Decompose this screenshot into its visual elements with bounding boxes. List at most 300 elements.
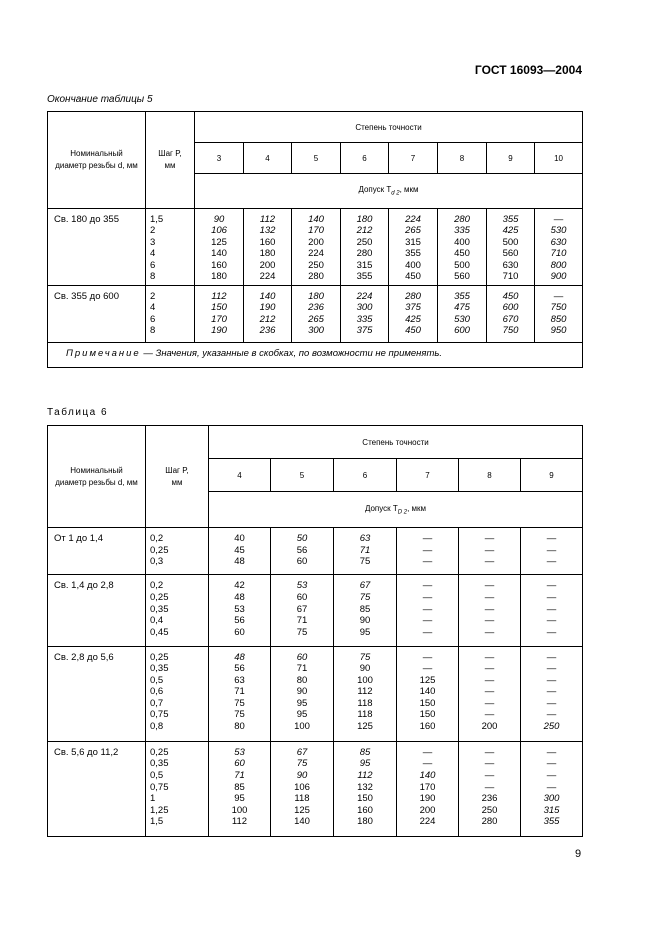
tolerance-cell <box>535 285 583 342</box>
tolerance-value: 300 <box>308 325 324 337</box>
row-label: Св. 355 до 600 <box>48 285 146 342</box>
pitch-value: 0,5 <box>150 769 164 781</box>
tolerance-cell <box>521 575 583 646</box>
tolerance-value: 630 <box>502 259 519 271</box>
grade-header: 4 <box>209 459 271 492</box>
col-header-diameter: Номинальный диаметр резьбы d, мм <box>48 426 146 528</box>
row-label: Св. 5,6 до 11,2 <box>48 741 146 836</box>
tolerance-value: 71 <box>234 686 245 698</box>
row-label: От 1 до 1,4 <box>48 528 146 575</box>
tolerance-value: 212 <box>259 313 276 325</box>
tolerance-cell <box>292 208 341 285</box>
table5-body <box>48 208 583 342</box>
tolerance-value: 80 <box>234 721 245 733</box>
tolerance-value: 560 <box>502 248 519 260</box>
tolerance-value: 56 <box>234 663 245 675</box>
tolerance-value: 75 <box>359 556 371 568</box>
tolerance-value: 42 <box>234 580 245 592</box>
pitch-cell <box>146 575 209 646</box>
tolerance-cell <box>438 285 487 342</box>
grade-header: 4 <box>244 143 292 173</box>
grade-header: 3 <box>195 143 244 173</box>
tolerance-value: — <box>546 709 557 721</box>
tolerance-value: 170 <box>308 225 324 237</box>
tolerance-value: 90 <box>296 686 308 698</box>
tolerance-value: — <box>422 746 433 758</box>
pitch-value: 1 <box>150 793 156 805</box>
tolerance-cell <box>195 208 244 285</box>
tolerance-value: — <box>422 626 433 638</box>
tolerance-value: 450 <box>454 248 470 260</box>
tolerance-value: — <box>422 615 433 627</box>
pitch-value: 4 <box>150 248 156 260</box>
table-row <box>48 741 583 836</box>
tolerance-value: 450 <box>502 290 519 302</box>
tolerance-cell <box>397 646 459 741</box>
tolerance-value: — <box>422 580 433 592</box>
tolerance-cell <box>341 285 389 342</box>
tolerance-value: 71 <box>296 615 308 627</box>
pitch-value: 0,75 <box>150 709 169 721</box>
tolerance-value: 75 <box>234 709 245 721</box>
tolerance-value: — <box>484 697 495 709</box>
tolerance-value: 224 <box>356 290 373 302</box>
row-label: Св. 180 до 355 <box>48 208 146 285</box>
tolerance-value: — <box>484 651 495 663</box>
table5-caption: Окончание таблицы 5 <box>47 94 153 105</box>
pitch-value: 0,6 <box>150 686 164 698</box>
pitch-value: 8 <box>150 271 156 283</box>
tolerance-value: — <box>484 615 495 627</box>
tolerance-value: 180 <box>211 271 227 283</box>
tolerance-value: 140 <box>419 769 436 781</box>
tolerance-value: — <box>546 626 557 638</box>
tolerance-value: 710 <box>502 271 519 283</box>
pitch-value: 3 <box>150 236 156 248</box>
tolerance-value: 250 <box>543 721 560 733</box>
tolerance-value: 150 <box>357 793 373 805</box>
tolerance-value: — <box>546 769 557 781</box>
grade-header: 9 <box>521 459 583 492</box>
tolerance-cell <box>334 741 397 836</box>
tolerance-value: 140 <box>308 213 324 225</box>
tolerance-value: 75 <box>234 697 245 709</box>
tolerance-value: 140 <box>259 290 276 302</box>
tolerance-value: 45 <box>234 544 245 556</box>
tolerance-cell <box>521 741 583 836</box>
tolerance-value: 530 <box>550 225 567 237</box>
tolerance-value: — <box>484 626 495 638</box>
pitch-value: 0,25 <box>150 591 169 603</box>
pitch-value: 0,7 <box>150 697 164 709</box>
table6 <box>47 425 583 837</box>
tolerance-value: 500 <box>454 259 470 271</box>
page-number: 9 <box>575 848 582 860</box>
tolerance-value: 106 <box>294 781 310 793</box>
tolerance-value: 56 <box>234 615 245 627</box>
tolerance-cell <box>271 646 334 741</box>
tolerance-value: 160 <box>211 259 227 271</box>
tolerance-value: 224 <box>308 248 324 260</box>
tolerance-value: 95 <box>296 697 308 709</box>
tolerance-value: 67 <box>296 746 308 758</box>
pitch-value: 2 <box>150 290 156 302</box>
table5 <box>47 111 583 368</box>
tolerance-value: 100 <box>231 804 248 816</box>
pitch-value: 0,8 <box>150 721 164 733</box>
tolerance-value: 95 <box>359 758 371 770</box>
tolerance-cell <box>271 741 334 836</box>
tolerance-value: 71 <box>234 769 245 781</box>
tolerance-value: 400 <box>405 259 421 271</box>
tolerance-value: 140 <box>294 816 310 828</box>
tolerance-value: 180 <box>356 213 373 225</box>
tolerance-value: 250 <box>481 804 498 816</box>
pitch-value: 0,3 <box>150 556 164 568</box>
tolerance-value: 300 <box>543 793 560 805</box>
tolerance-value: 48 <box>234 556 245 568</box>
tolerance-value: 750 <box>550 302 567 314</box>
tolerance-value: 200 <box>259 259 276 271</box>
tolerance-value: — <box>546 615 557 627</box>
tolerance-cell <box>271 528 334 575</box>
tolerance-value: 63 <box>234 674 245 686</box>
tolerance-value: 95 <box>359 626 371 638</box>
tolerance-cell <box>397 575 459 646</box>
grade-title: Степень точности <box>209 426 583 459</box>
tolerance-cell <box>459 575 521 646</box>
tolerance-value: — <box>484 544 495 556</box>
pitch-value: 0,4 <box>150 615 164 627</box>
pitch-value: 1,25 <box>150 804 169 816</box>
tolerance-value: — <box>484 686 495 698</box>
tolerance-value: 160 <box>419 721 436 733</box>
tolerance-value: 850 <box>550 313 567 325</box>
tolerance-value: 900 <box>550 271 567 283</box>
tolerance-cell <box>438 208 487 285</box>
tolerance-value: 75 <box>296 758 308 770</box>
tolerance-value: 200 <box>481 721 498 733</box>
tolerance-value: 67 <box>296 603 308 615</box>
grade-header: 6 <box>334 459 397 492</box>
pitch-value: 0,2 <box>150 580 164 592</box>
tolerance-value: 355 <box>405 248 421 260</box>
tolerance-value: — <box>484 746 495 758</box>
tolerance-cell <box>195 285 244 342</box>
tolerance-value: 450 <box>405 325 421 337</box>
tolerance-value: 950 <box>550 325 567 337</box>
tolerance-value: 200 <box>419 804 436 816</box>
grade-title: Степень точности <box>195 112 583 143</box>
tolerance-value: 90 <box>359 615 371 627</box>
tolerance-value: 112 <box>259 213 276 225</box>
tolerance-value: 280 <box>308 271 324 283</box>
tolerance-cell <box>397 528 459 575</box>
tolerance-value: — <box>422 663 433 675</box>
tolerance-value: 80 <box>296 674 308 686</box>
tolerance-value: 265 <box>405 225 421 237</box>
document-code: ГОСТ 16093—2004 <box>474 63 582 77</box>
tolerance-value: 53 <box>296 580 308 592</box>
tolerance-label: Допуск $T_{d 2}$, мкм <box>195 173 583 208</box>
tolerance-value: 125 <box>419 674 436 686</box>
tolerance-value: 560 <box>454 271 470 283</box>
tolerance-value: 224 <box>405 213 421 225</box>
tolerance-value: 71 <box>296 663 308 675</box>
tolerance-value: 160 <box>259 236 276 248</box>
tolerance-value: 236 <box>308 302 324 314</box>
table6-caption: Таблица 6 <box>47 407 109 418</box>
tolerance-value: — <box>484 591 495 603</box>
tolerance-value: 280 <box>454 213 470 225</box>
tolerance-cell <box>389 208 438 285</box>
tolerance-value: 600 <box>502 302 519 314</box>
tolerance-value: 475 <box>454 302 470 314</box>
tolerance-value: 315 <box>405 236 421 248</box>
tolerance-value: 75 <box>296 626 308 638</box>
tolerance-value: 190 <box>419 793 436 805</box>
tolerance-cell <box>521 528 583 575</box>
tolerance-value: — <box>484 709 495 721</box>
pitch-value: 0,75 <box>150 781 169 793</box>
pitch-value: 2 <box>150 225 156 237</box>
tolerance-value: 670 <box>502 313 519 325</box>
tolerance-value: — <box>546 533 557 545</box>
grade-header: 8 <box>459 459 521 492</box>
tolerance-value: 125 <box>294 804 310 816</box>
pitch-value: 1,5 <box>150 213 164 225</box>
tolerance-value: 425 <box>405 313 421 325</box>
grade-header: 7 <box>389 143 438 173</box>
tolerance-value: 800 <box>550 259 567 271</box>
tolerance-value: 355 <box>502 213 519 225</box>
tolerance-value: 180 <box>357 816 373 828</box>
tolerance-value: 530 <box>454 313 470 325</box>
tolerance-value: 48 <box>234 651 245 663</box>
tolerance-cell <box>389 285 438 342</box>
tolerance-cell <box>341 208 389 285</box>
pitch-value: 1,5 <box>150 816 164 828</box>
tolerance-value: 335 <box>356 313 373 325</box>
tolerance-value: — <box>546 603 557 615</box>
tolerance-value: — <box>422 544 433 556</box>
tolerance-value: — <box>546 651 557 663</box>
tolerance-value: 170 <box>419 781 436 793</box>
tolerance-cell <box>397 741 459 836</box>
tolerance-value: 95 <box>296 709 308 721</box>
tolerance-value: 265 <box>308 313 324 325</box>
pitch-value: 0,25 <box>150 544 169 556</box>
tolerance-value: 60 <box>296 651 308 663</box>
table-row <box>48 528 583 575</box>
tolerance-value: 75 <box>359 591 371 603</box>
tolerance-value: — <box>546 746 557 758</box>
tolerance-value: 250 <box>308 259 324 271</box>
tolerance-value: 75 <box>359 651 371 663</box>
grade-header: 6 <box>341 143 389 173</box>
pitch-value: 0,25 <box>150 651 169 663</box>
tolerance-value: 53 <box>234 603 245 615</box>
pitch-cell <box>146 528 209 575</box>
tolerance-value: 160 <box>357 804 373 816</box>
tolerance-cell <box>487 285 535 342</box>
tolerance-value: 100 <box>294 721 310 733</box>
tolerance-value: — <box>484 580 495 592</box>
tolerance-value: 280 <box>481 816 498 828</box>
tolerance-value: 315 <box>543 804 560 816</box>
grade-header: 8 <box>438 143 487 173</box>
col-header-pitch: Шаг P, мм <box>146 112 195 209</box>
table-row <box>48 208 583 285</box>
tolerance-value: 315 <box>356 259 373 271</box>
tolerance-cell <box>535 208 583 285</box>
tolerance-cell <box>209 528 271 575</box>
tolerance-value: 190 <box>211 325 227 337</box>
tolerance-value: 335 <box>454 225 470 237</box>
tolerance-value: 112 <box>231 816 248 828</box>
tolerance-value: 500 <box>502 236 519 248</box>
tolerance-value: — <box>422 603 433 615</box>
tolerance-value: 280 <box>405 290 421 302</box>
tolerance-value: 224 <box>419 816 436 828</box>
tolerance-value: 180 <box>308 290 324 302</box>
tolerance-value: — <box>546 781 557 793</box>
tolerance-value: 150 <box>419 709 436 721</box>
tolerance-cell <box>334 575 397 646</box>
tolerance-value: 212 <box>356 225 373 237</box>
tolerance-value: — <box>422 591 433 603</box>
tolerance-value: 50 <box>296 533 308 545</box>
table6-body <box>48 528 583 837</box>
tolerance-value: 71 <box>359 544 371 556</box>
pitch-value: 6 <box>150 259 156 271</box>
tolerance-value: 60 <box>234 626 245 638</box>
tolerance-value: 375 <box>356 325 373 337</box>
tolerance-value: 170 <box>211 313 227 325</box>
tolerance-value: 85 <box>359 746 371 758</box>
grade-header: 5 <box>271 459 334 492</box>
tolerance-value: 125 <box>357 721 373 733</box>
col-header-pitch: Шаг P, мм <box>146 426 209 528</box>
tolerance-value: 112 <box>211 290 227 302</box>
table-row <box>48 575 583 646</box>
pitch-value: 0,25 <box>150 746 169 758</box>
tolerance-value: 250 <box>356 236 373 248</box>
tolerance-value: 118 <box>357 709 373 721</box>
tolerance-value: 450 <box>405 271 421 283</box>
tolerance-value: 53 <box>234 746 245 758</box>
tolerance-value: 140 <box>419 686 436 698</box>
tolerance-value: 140 <box>211 248 227 260</box>
tolerance-value: 95 <box>234 793 245 805</box>
table-row <box>48 646 583 741</box>
tolerance-value: 60 <box>234 758 245 770</box>
tolerance-cell <box>459 741 521 836</box>
tolerance-value: — <box>422 533 433 545</box>
tolerance-value: 630 <box>550 236 567 248</box>
tolerance-value: — <box>422 758 433 770</box>
tolerance-value: 67 <box>359 580 371 592</box>
tolerance-cell <box>521 646 583 741</box>
tolerance-value: — <box>546 663 557 675</box>
tolerance-cell <box>209 741 271 836</box>
tolerance-value: 180 <box>259 248 276 260</box>
pitch-value: 4 <box>150 302 156 314</box>
tolerance-cell <box>334 646 397 741</box>
tolerance-value: 56 <box>296 544 308 556</box>
tolerance-value: 60 <box>296 556 308 568</box>
pitch-value: 6 <box>150 313 156 325</box>
table-row <box>48 285 583 342</box>
tolerance-value: — <box>546 544 557 556</box>
grade-header: 9 <box>487 143 535 173</box>
tolerance-value: — <box>546 686 557 698</box>
tolerance-value: 425 <box>502 225 519 237</box>
tolerance-value: — <box>484 663 495 675</box>
pitch-value: 8 <box>150 325 156 337</box>
grade-header: 10 <box>535 143 583 173</box>
tolerance-value: 236 <box>481 793 498 805</box>
tolerance-value: 280 <box>356 248 373 260</box>
tolerance-cell <box>487 208 535 285</box>
tolerance-value: 710 <box>550 248 567 260</box>
pitch-value: 0,45 <box>150 626 169 638</box>
tolerance-cell <box>334 528 397 575</box>
tolerance-label: Допуск $T_{D 2}$, мкм <box>209 492 583 528</box>
pitch-cell <box>146 208 195 285</box>
tolerance-value: — <box>484 781 495 793</box>
grade-header: 5 <box>292 143 341 173</box>
pitch-value: 0,2 <box>150 533 164 545</box>
tolerance-value: — <box>546 697 557 709</box>
tolerance-cell <box>209 646 271 741</box>
tolerance-value: 106 <box>211 225 227 237</box>
pitch-cell <box>146 646 209 741</box>
tolerance-value: 224 <box>259 271 276 283</box>
tolerance-value: 375 <box>405 302 421 314</box>
tolerance-value: 150 <box>419 697 436 709</box>
tolerance-value: 112 <box>357 686 373 698</box>
tolerance-value: — <box>484 603 495 615</box>
pitch-cell <box>146 285 195 342</box>
tolerance-cell <box>459 528 521 575</box>
tolerance-value: 90 <box>213 213 225 225</box>
table5-note: Примечание — Значения, указанные в скобках, по возможности не применять. <box>48 342 583 367</box>
tolerance-value: 85 <box>234 781 245 793</box>
tolerance-value: 40 <box>234 533 245 545</box>
tolerance-cell <box>209 575 271 646</box>
tolerance-cell <box>244 285 292 342</box>
tolerance-value: 63 <box>359 533 371 545</box>
tolerance-value: 200 <box>308 236 324 248</box>
tolerance-value: — <box>546 674 557 686</box>
row-label: Св. 2,8 до 5,6 <box>48 646 146 741</box>
tolerance-value: 150 <box>211 302 227 314</box>
pitch-value: 0,5 <box>150 674 164 686</box>
tolerance-cell <box>271 575 334 646</box>
tolerance-value: 60 <box>296 591 308 603</box>
tolerance-value: — <box>546 591 557 603</box>
tolerance-value: — <box>484 674 495 686</box>
tolerance-value: 132 <box>357 781 373 793</box>
row-label: Св. 1,4 до 2,8 <box>48 575 146 646</box>
tolerance-value: 355 <box>356 271 373 283</box>
tolerance-value: — <box>546 580 557 592</box>
tolerance-value: 132 <box>259 225 276 237</box>
tolerance-value: 125 <box>211 236 227 248</box>
pitch-value: 0,35 <box>150 758 169 770</box>
tolerance-value: 100 <box>357 674 373 686</box>
